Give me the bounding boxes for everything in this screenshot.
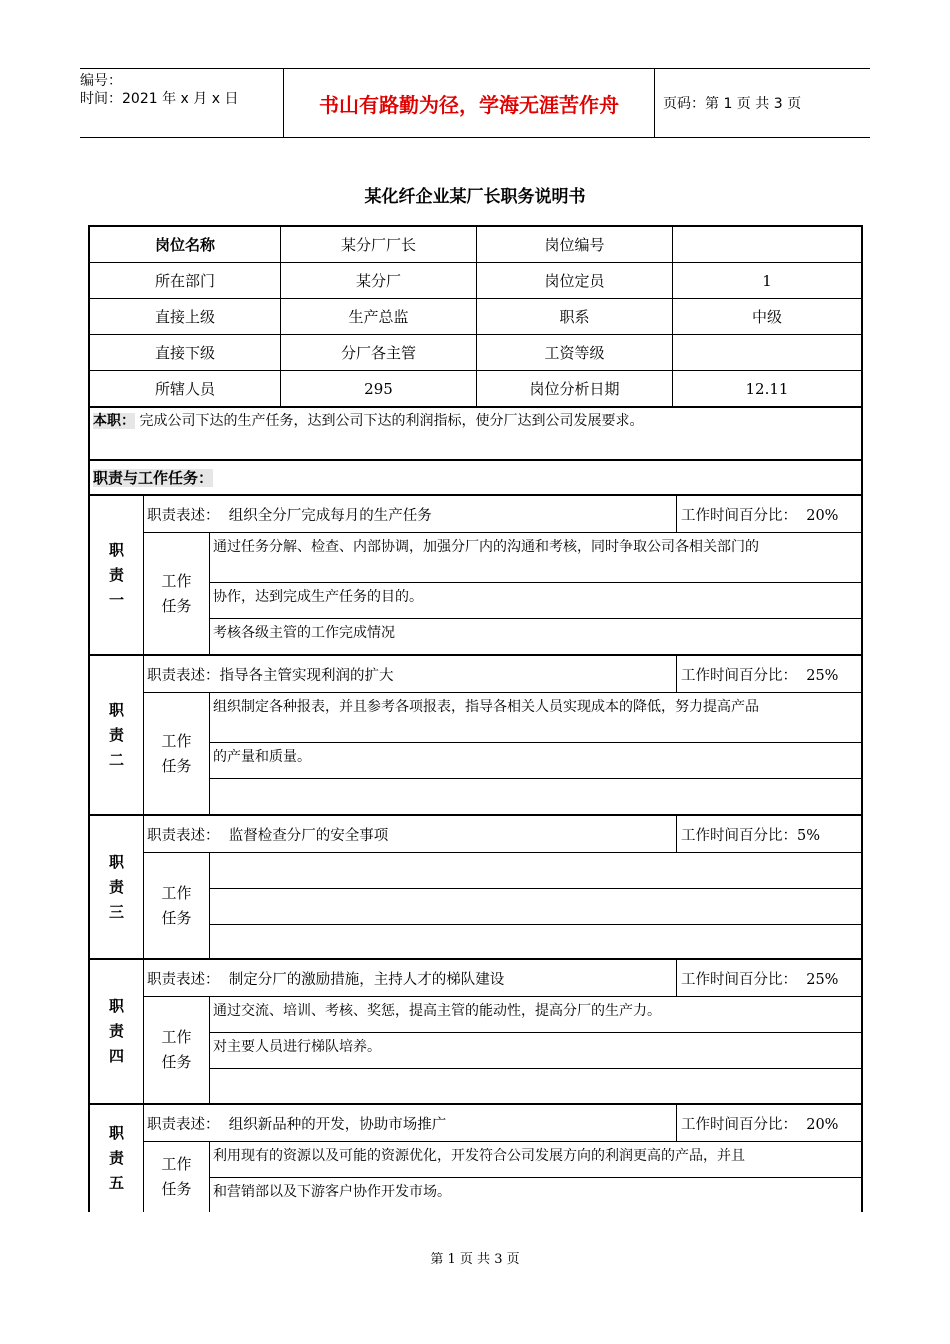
info-row <box>90 371 861 408</box>
info-value: 1 <box>762 271 772 290</box>
duty-description: 职责表述： 监督检查分厂的安全事项 <box>144 816 677 852</box>
page-footer: 第 1 页 共 3 页 <box>430 1252 520 1267</box>
task-line: 通过任务分解、检查、内部协调，加强分厂内的沟通和考核，同时争取公司各相关部门的 <box>210 533 861 583</box>
header-meta <box>80 69 283 137</box>
duty-block <box>90 496 861 656</box>
info-value <box>673 335 861 370</box>
info-value: 12.11 <box>745 379 789 398</box>
duty-desc-row <box>144 816 861 853</box>
task-line: 考核各级主管的工作完成情况 <box>213 625 395 641</box>
page-label: 页码：第 1 页 共 3 页 <box>663 96 802 112</box>
core-duty-text: 完成公司下达的生产任务，达到公司下达的利润指标，使分厂达到公司发展要求。 <box>139 413 644 429</box>
info-value: 某分厂 <box>281 263 477 298</box>
time-label: 时间：2021 年 x 月 x 日 <box>80 91 239 107</box>
duties-header <box>90 461 861 496</box>
info-value: 中级 <box>751 308 782 326</box>
task-line <box>210 925 861 958</box>
duty-description: 职责表述： 制定分厂的激励措施，主持人才的梯队建设 <box>144 960 677 996</box>
info-value: 生产总监 <box>281 299 477 334</box>
duty-number: 职 责 三 <box>90 816 144 958</box>
duty-time-percent: 工作时间百分比： 20% <box>681 1116 839 1133</box>
info-value: 295 <box>281 371 477 406</box>
info-label: 所辖人员 <box>90 371 281 406</box>
info-label: 职系 <box>477 299 673 334</box>
task-label: 工作 任务 <box>144 1142 210 1212</box>
duty-time-percent: 工作时间百分比： 25% <box>681 971 839 988</box>
task-line: 协作，达到完成生产任务的目的。 <box>210 583 861 619</box>
task-label: 工作 任务 <box>144 997 210 1103</box>
info-row <box>90 263 861 299</box>
duty-number: 职 责 二 <box>90 656 144 814</box>
info-row <box>90 227 861 263</box>
duty-number: 职 责 五 <box>90 1105 144 1212</box>
duty-time-percent: 工作时间百分比： 20% <box>681 507 839 524</box>
info-label: 所在部门 <box>90 263 281 298</box>
task-line <box>210 1069 861 1103</box>
number-label: 编号： <box>80 73 122 89</box>
duty-desc-row <box>144 960 861 997</box>
duty-desc-row <box>144 496 861 533</box>
task-label: 工作 任务 <box>144 693 210 814</box>
info-label: 直接下级 <box>90 335 281 370</box>
info-label: 直接上级 <box>90 299 281 334</box>
duty-number: 职 责 一 <box>90 496 144 654</box>
task-line <box>210 853 861 889</box>
info-row <box>90 335 861 371</box>
motto: 书山有路勤为径，学海无涯苦作舟 <box>283 69 655 137</box>
duty-desc-row <box>144 1105 861 1142</box>
task-label: 工作 任务 <box>144 533 210 654</box>
document-title: 某化纤企业某厂长职务说明书 <box>364 187 586 207</box>
duty-description: 职责表述：指导各主管实现利润的扩大 <box>144 656 677 692</box>
info-label: 岗位名称 <box>90 227 281 262</box>
task-line <box>210 779 861 814</box>
info-value <box>673 227 861 262</box>
duty-time-percent: 工作时间百分比： 25% <box>681 667 839 684</box>
duty-block <box>90 816 861 960</box>
task-line: 通过交流、培训、考核、奖惩，提高主管的能动性，提高分厂的生产力。 <box>210 997 861 1033</box>
duty-time-percent: 工作时间百分比：5% <box>681 827 821 844</box>
duty-block <box>90 1105 861 1212</box>
core-duty-row <box>90 408 861 461</box>
info-label: 岗位定员 <box>477 263 673 298</box>
duties-header-label: 职责与工作任务： <box>93 469 214 487</box>
task-line: 对主要人员进行梯队培养。 <box>210 1033 861 1069</box>
info-label: 工资等级 <box>477 335 673 370</box>
info-label: 岗位分析日期 <box>477 371 673 406</box>
info-value: 某分厂厂长 <box>281 227 477 262</box>
info-row <box>90 299 861 335</box>
duty-description: 职责表述： 组织全分厂完成每月的生产任务 <box>144 496 677 532</box>
page-header <box>80 68 870 138</box>
task-line <box>210 889 861 925</box>
duty-description: 职责表述： 组织新品种的开发，协助市场推广 <box>144 1105 677 1141</box>
task-line: 的产量和质量。 <box>210 743 861 779</box>
task-line: 和营销部以及下游客户协作开发市场。 <box>213 1184 451 1200</box>
job-description-form <box>88 225 863 1212</box>
info-label: 岗位编号 <box>477 227 673 262</box>
duty-desc-row <box>144 656 861 693</box>
duty-block <box>90 656 861 816</box>
duty-block <box>90 960 861 1105</box>
core-duty-label: 本职： <box>93 413 135 429</box>
info-value: 分厂各主管 <box>281 335 477 370</box>
task-label: 工作 任务 <box>144 853 210 958</box>
task-line: 利用现有的资源以及可能的资源优化，开发符合公司发展方向的利润更高的产品，并且 <box>210 1142 861 1178</box>
duty-number: 职 责 四 <box>90 960 144 1103</box>
task-line: 组织制定各种报表，并且参考各项报表，指导各相关人员实现成本的降低，努力提高产品 <box>210 693 861 743</box>
